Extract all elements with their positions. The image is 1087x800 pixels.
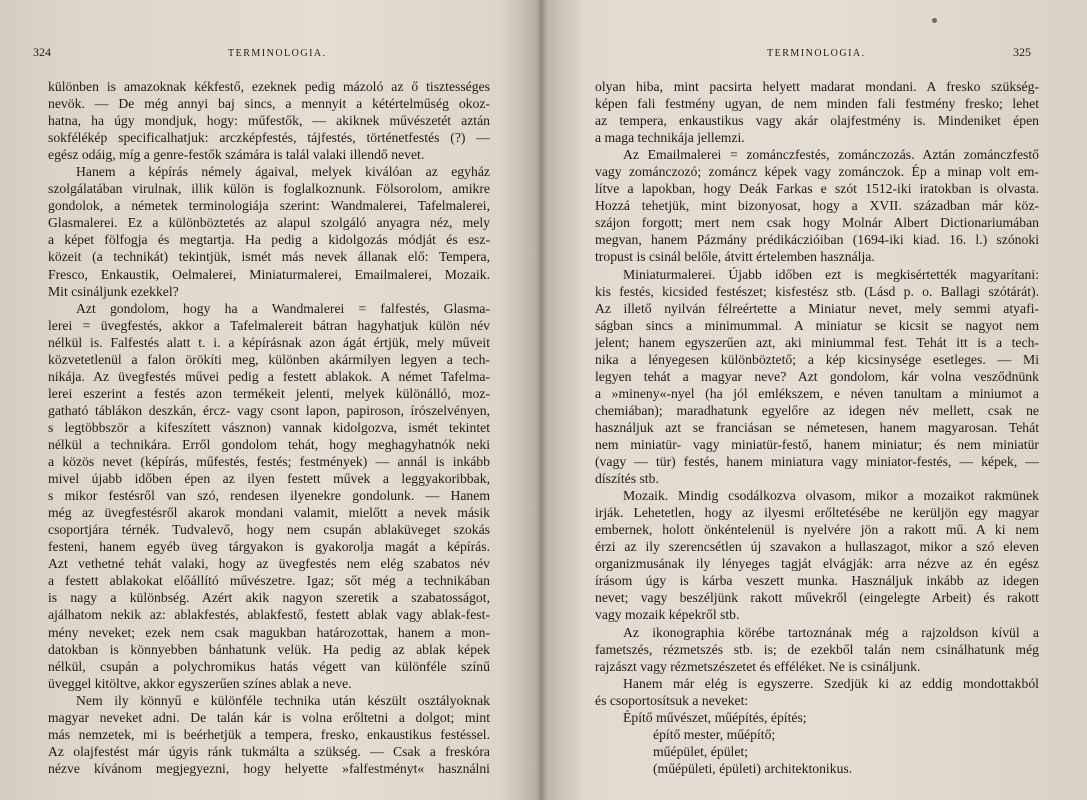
text-line: írásom úgy is kárba veszett munka. Használjuk inkább az idegen <box>595 573 1039 589</box>
text-line: olyan hiba, mint pacsirta helyett madarat mondani. A fresko szükség- <box>595 79 1039 94</box>
text-line: Hanem a képírás némely ágaival, melyek kiválóan az egyház <box>76 164 490 180</box>
text-line: nevök. — De még annyi baj sincs, a mennyit a kétértelműség okoz- <box>48 96 490 112</box>
text-line: is nagy a különbség. Azért akik nagyon szeretik a szabatosságot, <box>48 590 490 606</box>
text-line: organizmusának ily lényeges tagját elvágják: arra nézve az én egész <box>595 556 1039 572</box>
text-line: Az ikonographia körébe tartoznának még a rajzoldson kívül a <box>623 624 1039 640</box>
text-line: mény neveket; ezek nem csak magukban határozottak, hanem a mon- <box>48 624 490 640</box>
text-line: műépület, épület; <box>653 743 749 759</box>
text-line: legyen tehát a magyar neve? Azt gondolom, kár volna vesződnünk <box>595 368 1039 384</box>
text-line: lítve a lapokban, hogy Deák Farkas e szót 1512-iki iratokban is olvasta. <box>595 181 1039 197</box>
text-line: rajzászt vagy rézmetszészetet és efféléket. Ne is csináljunk. <box>595 658 921 674</box>
text-line: nélkül a technikára. Erről gondolom tehát, hogy meghagyhatnók neki <box>48 436 490 452</box>
text-line: vagy zománczozó; zománcz képek vagy zománczok. Ép a minap volt em- <box>595 164 1039 180</box>
text-line: a maga technikája jellemzi. <box>595 130 745 146</box>
text-line: lerei = üvegfestés, akkor a Tafelmalereit bátran hagyhatjuk külön név <box>48 317 490 333</box>
text-line: vagy mozaik képekről stb. <box>595 607 740 623</box>
text-line: üveggel kitöltve, akkor egyszerűen színes ablak a neve. <box>48 675 352 691</box>
text-line: Azt gondolom, hogy ha a Wandmalerei = falfestés, Glasma- <box>76 300 490 316</box>
text-line: nem miniatür- vagy miniatür-festő, hanem miniatur; és nem miniatür <box>595 436 1039 452</box>
right-page-text <box>595 78 1039 777</box>
text-line: egész odáig, míg a genre-festők számára is talál valaki illendő nevet. <box>48 147 425 163</box>
text-line: nélkül, csupán a polychromikus hatás végett van különféle színű <box>48 658 490 674</box>
text-line: tropust is csinál belőle, átvitt értelemben használja. <box>595 249 875 265</box>
text-line: chemiában); maradhatunk egyelőre az idegen név mellett, csak ne <box>595 402 1039 418</box>
text-line: használjuk azt se franciásan se németesen, hanem magyarosan. Tehát <box>595 419 1039 435</box>
text-line: Mit csináljunk ezekkel? <box>48 283 179 299</box>
text-line: a közös nevet (képírás, műfestés, festés; festmények) — annál is inkább <box>48 454 490 470</box>
text-line: nevet; vagy beszéljünk rakott művekről (eingelegte Arbeit) és rakott <box>595 590 1039 606</box>
text-line: Fresco, Enkaustik, Oelmalerei, Miniaturmalerei, Emailmalerei, Mozaik. <box>48 266 490 282</box>
text-line: a festett ablakokat előállító művészetre. Igaz; sőt még a technikában <box>48 573 490 589</box>
left-page-number: 324 <box>33 45 51 59</box>
text-line: díszítés stb. <box>595 471 659 487</box>
text-line: gatható táblákon deszkán, ércz- vagy csont lapon, papiroson, írószelvényen, <box>48 402 490 418</box>
text-line: építő mester, műépítő; <box>653 726 776 742</box>
right-page <box>545 0 1087 800</box>
text-line: nélkül is. Falfestés alatt t. i. a képírásnak azon ágát értjük, mely műveit <box>48 334 490 350</box>
text-line: fametszés, rézmetszés stb. is; de ezekből talán nem csinálhatunk még <box>595 641 1039 657</box>
text-line: Nem ily könnyű e különféle technika után készült osztályoknak <box>76 692 490 708</box>
text-line: datokban is könnyebben bánhatunk velük. Ha pedig az ablak képek <box>48 641 490 657</box>
text-line: kis festés, kicsided festészet; kisfestész stb. (Lásd p. o. Ballagi szótárát). <box>595 283 1039 299</box>
left-page-text <box>48 78 490 777</box>
text-line: Mozaik. Mindig csodálkozva olvasom, mikor a mozaikot rakmünek <box>623 488 1039 504</box>
text-line: az tempera, enkaustikus vagy akár olajfestmény is. Mindeniket épen <box>595 113 1039 129</box>
text-line: más nemzetek, mi is beérhetjük a tempera, fresko, enkaustikus festéssel. <box>48 726 490 742</box>
text-line: gondolok, a németek terminologiája szerint: Wandmalerei, Tafelmalerei, <box>48 198 490 214</box>
text-line: különben is amazoknak kékfestő, ezeknek pedig mázoló az ő tisztességes <box>48 79 490 94</box>
text-line: ságban sincs a minimummal. A miniatur se kicsit se nagyot nem <box>595 317 1039 333</box>
text-line: (műépületi, épületi) architektonikus. <box>653 760 853 776</box>
text-line: mivel újabb időben épen az ilyen festett művek a leggyakoribbak, <box>48 471 490 487</box>
text-line: a képet fölfogja és megtartja. Ha pedig a kidolgozás módját és esz- <box>48 232 490 248</box>
text-line: Az Emailmalerei = zománczfestés, zománczozás. Aztán zománczfestő <box>623 147 1039 163</box>
right-page-number: 325 <box>1013 45 1031 59</box>
text-line: szolgálatában virulnak, illik külön is foglalkoznunk. Fölsorolom, amikre <box>48 181 490 197</box>
text-line: festeni, hanem egyéb üveg tárgyakon is gyakorolja magát a képírás. <box>48 539 490 555</box>
left-running-head: TERMINOLOGIA. <box>228 48 327 59</box>
text-line: közvetetlenül a falon örökíti meg, különben akármilyen legyen a tech- <box>48 351 490 367</box>
text-line: Hozzá tehetjük, mint bizonyosat, hogy a XVII. században már köz- <box>595 198 1039 214</box>
text-line: (vagy — tür) festés, hanem miniatura vagy miniator-festés, — képek, — <box>595 454 1039 470</box>
left-page <box>0 0 540 800</box>
text-line: és csoportosítsuk a neveket: <box>595 692 749 708</box>
text-line: jelent; hanem egyszerűen azt, aki miniummal fest. Tehát itt is a tech- <box>595 334 1039 350</box>
text-line: hatna, ha úgy mondjuk, hogy: műfestők, — akiknek művészetét aztán <box>48 113 490 129</box>
text-line: s mikor festésről van szó, rendesen ilyenekre gondolunk. — Hanem <box>48 488 490 504</box>
text-line: irják. Lehetetlen, hogy az ilyesmi erőltetésébe ne kerüljön egy magyar <box>595 505 1039 521</box>
text-line: embernek, holott önkéntelenül is nyelvére jön a rakott mű. A ki nem <box>595 522 1039 538</box>
text-line: ajálhatom nekik az: ablakfestés, ablakfestő, festett ablak vagy ablak-fest- <box>48 607 490 623</box>
text-line: nézve kívánom megjegyezni, hogy helyette »falfestményt« használni <box>48 760 490 776</box>
text-line: közeit (a technikát) tekintjük, ismét más nevek állanak elő: Tempera, <box>48 249 490 265</box>
text-line: Azt vethetné tehát valaki, hogy az üvegfestés nem elég szabatos név <box>48 556 490 572</box>
text-line: megvan, hanem Pázmány prédikáczióiban (1694-iki kiad. 16. l.) szónoki <box>595 232 1039 248</box>
text-line: Az illető nyilván félreértette a Miniatur nevet, mely semmi atyafi- <box>595 300 1039 316</box>
text-line: nika a lényegesen különböztető; a kép kicsinysége esetleges. — Mi <box>595 351 1039 367</box>
text-line: Az olajfestést már úgyis ránk tukmálta a szükség. — Csak a freskóra <box>48 743 490 759</box>
text-line: a »mineny«-nyel (ha jól emlékszem, e néven tanultam a miniumot a <box>595 385 1039 401</box>
text-line: képen fali festmény ugyan, de nem minden fali festmény fresko; lehet <box>595 96 1039 112</box>
text-line: sokfélékép specificalhatjuk: arczképfestés, tájfestés, történetfestés (?) — <box>48 130 490 146</box>
text-line: még az üvegfestésről akarok mondani valamit, mielőtt a nevek másik <box>48 505 490 521</box>
text-line: Hanem már elég is egyszerre. Szedjük ki az eddig mondottakból <box>623 675 1039 691</box>
right-running-head: TERMINOLOGIA. <box>767 48 866 59</box>
text-line: szájon forgott; mert nem csak hogy Molnár Albert Dictionariumában <box>595 215 1039 231</box>
text-line: csoportjára térnék. Tudvalevő, hogy nem csupán ablaküveget szokás <box>48 522 490 538</box>
text-line: Miniaturmalerei. Újabb időben ezt is megkisértették magyarítani: <box>623 266 1039 282</box>
text-line: s legtöbbször a kifeszített vásznon) vannak kidolgozva, ismét tekintet <box>48 419 490 435</box>
text-line: Glasmalerei. Ez a különböztetés az alapul szolgáló anyagra néz, mely <box>48 215 490 231</box>
text-line: nikája. Az üvegfestés művei pedig a festett ablakok. A német Tafelma- <box>48 368 490 384</box>
text-line: érzi az ily szerencsétlen új szavakon a hullaszagot, mikor a szó eleven <box>595 539 1039 555</box>
text-line: magyar neveket adni. De talán kár is volna erőltetni a dolgot; mint <box>48 709 490 725</box>
text-line: Építő művészet, műépítés, építés; <box>623 709 807 725</box>
text-line: lerei eszerint a festés azon termékeit jelenti, melyek különálló, moz- <box>48 385 490 401</box>
